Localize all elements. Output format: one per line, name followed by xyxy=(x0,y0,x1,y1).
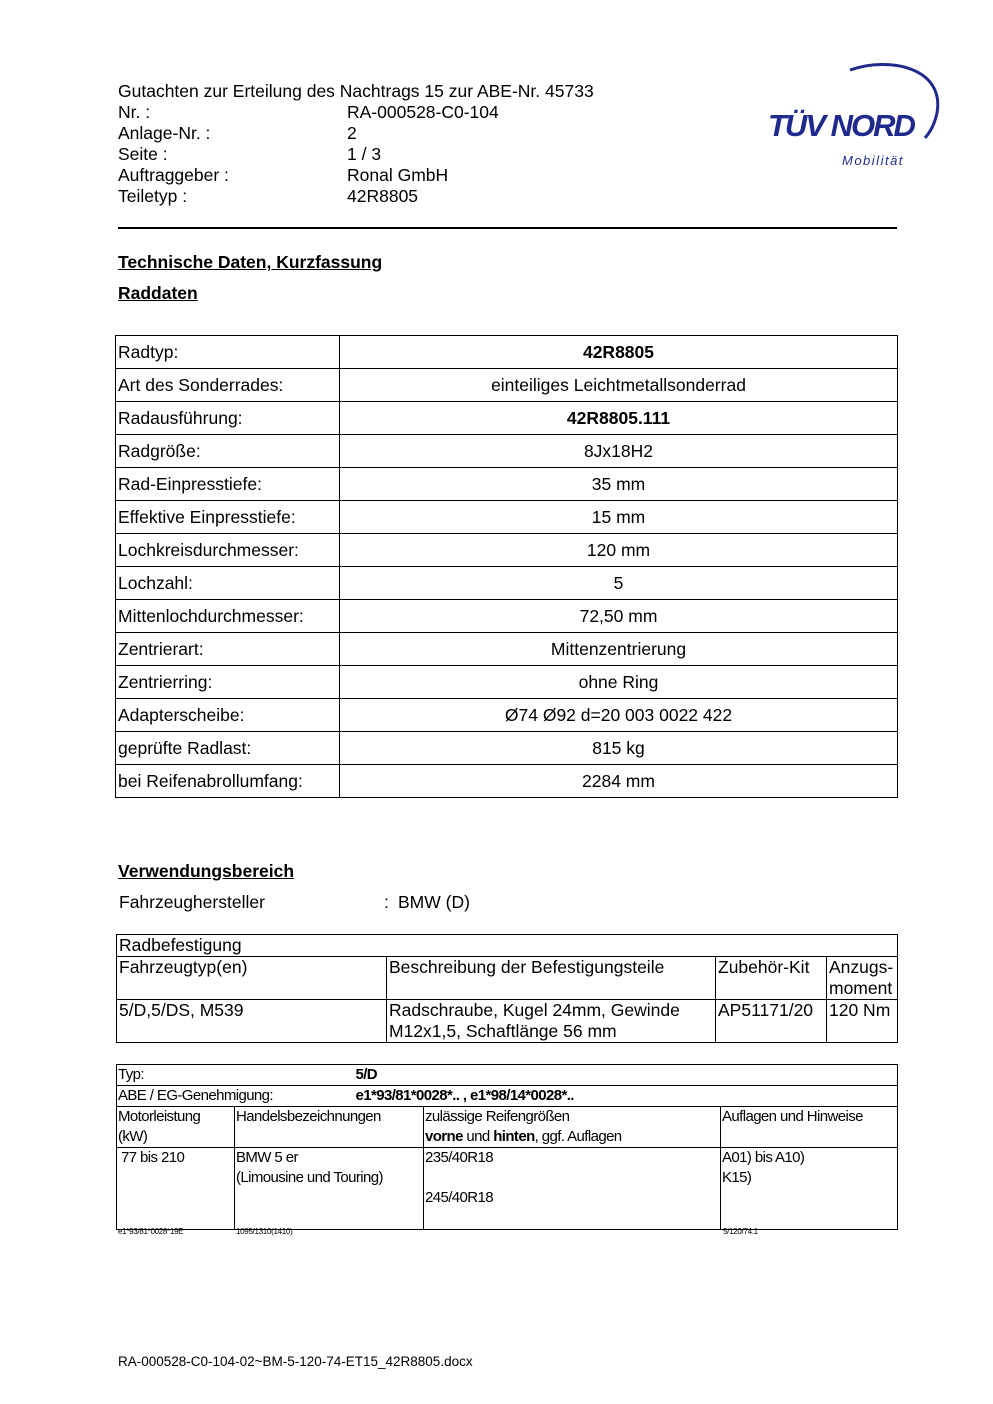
raddaten-value: 8Jx18H2 xyxy=(340,435,898,468)
cell-beschreibung: Radschraube, Kugel 24mm, Gewinde M12x1,5, Schaftlänge 56 mm xyxy=(387,1000,716,1043)
radbefestigung-table xyxy=(116,934,898,1043)
raddaten-row xyxy=(116,699,898,732)
header-zubehoer-kit: Zubehör-Kit xyxy=(716,957,827,1000)
raddaten-key: Radgröße: xyxy=(116,435,340,468)
header-field-value: RA-000528-C0-104 xyxy=(347,102,499,122)
raddaten-key: Radtyp: xyxy=(116,336,340,369)
cell-zubehoer-kit: AP51171/20 xyxy=(716,1000,827,1043)
header-field-key: Nr. : xyxy=(118,102,151,122)
raddaten-key: geprüfte Radlast: xyxy=(116,732,340,765)
header-field-value: 2 xyxy=(347,123,357,143)
raddaten-row xyxy=(116,633,898,666)
header-field-key: Anlage-Nr. : xyxy=(118,123,211,143)
raddaten-value: Ø74 Ø92 d=20 003 0022 422 xyxy=(340,699,898,732)
raddaten-key: Art des Sonderrades: xyxy=(116,369,340,402)
raddaten-value: 815 kg xyxy=(340,732,898,765)
cell-auflagen: A01) bis A10) K15) xyxy=(721,1148,898,1230)
header-handelsbezeichnungen: Handelsbezeichnungen xyxy=(235,1107,424,1148)
raddaten-key: Radausführung: xyxy=(116,402,340,435)
raddaten-key: bei Reifenabrollumfang: xyxy=(116,765,340,798)
logo-sub-text: Mobilität xyxy=(842,153,904,168)
raddaten-row xyxy=(116,666,898,699)
header-fahrzeugtyp: Fahrzeugtyp(en) xyxy=(117,957,387,1000)
typ-label: Typ: xyxy=(118,1066,144,1083)
raddaten-key: Zentrierart: xyxy=(116,633,340,666)
raddaten-value: 72,50 mm xyxy=(340,600,898,633)
raddaten-row xyxy=(116,600,898,633)
raddaten-value: 42R8805.111 xyxy=(340,402,898,435)
raddaten-row xyxy=(116,468,898,501)
header-reifengroessen: zulässige Reifengrößen vorne und hinten, ggf. Auflagen xyxy=(424,1107,721,1148)
abe-label: ABE / EG-Genehmigung: xyxy=(118,1087,273,1104)
section-verwendungsbereich: Verwendungsbereich xyxy=(118,861,295,881)
raddaten-key: Lochkreisdurchmesser: xyxy=(116,534,340,567)
cell-fahrzeugtyp: 5/D,5/DS, M539 xyxy=(117,1000,387,1043)
raddaten-value: 5 xyxy=(340,567,898,600)
abe-row xyxy=(117,1086,898,1107)
note-genehmigung: e1*93/81*0028*19E xyxy=(118,1227,184,1236)
typ-value: 5/D xyxy=(355,1066,378,1083)
header-field-key: Teiletyp : xyxy=(118,186,188,206)
raddaten-value: 35 mm xyxy=(340,468,898,501)
raddaten-value: 120 mm xyxy=(340,534,898,567)
header-divider xyxy=(118,227,897,229)
header-beschreibung: Beschreibung der Befestigungsteile xyxy=(387,957,716,1000)
raddaten-table xyxy=(115,335,898,798)
raddaten-key: Adapterscheibe: xyxy=(116,699,340,732)
raddaten-row xyxy=(116,567,898,600)
raddaten-row xyxy=(116,435,898,468)
raddaten-row xyxy=(116,501,898,534)
raddaten-value: einteiliges Leichtmetallsonderrad xyxy=(340,369,898,402)
abe-value: e1*93/81*0028*.. , e1*98/14*0028*.. xyxy=(355,1087,574,1104)
header-field-value: 42R8805 xyxy=(347,186,419,206)
cell-motorleistung: 77 bis 210 xyxy=(117,1148,235,1230)
header-field-key: Auftraggeber : xyxy=(118,165,229,185)
raddaten-value: ohne Ring xyxy=(340,666,898,699)
header-auflagen: Auflagen und Hinweise xyxy=(721,1107,898,1148)
cell-reifengroessen: 235/40R18 245/40R18 xyxy=(424,1148,721,1230)
logo-brand-text: TÜV NORD xyxy=(768,108,914,143)
fahrzeughersteller-label: Fahrzeughersteller xyxy=(119,892,265,912)
header-motorleistung: Motorleistung (kW) xyxy=(117,1107,235,1148)
raddaten-row xyxy=(116,534,898,567)
header-anzugsmoment: Anzugs- moment xyxy=(827,957,898,1000)
raddaten-key: Effektive Einpresstiefe: xyxy=(116,501,340,534)
section-technische-daten: Technische Daten, Kurzfassung xyxy=(118,252,383,272)
raddaten-key: Zentrierring: xyxy=(116,666,340,699)
raddaten-row xyxy=(116,336,898,369)
fahrzeughersteller-separator: : xyxy=(384,892,389,912)
raddaten-key: Lochzahl: xyxy=(116,567,340,600)
raddaten-key: Rad-Einpresstiefe: xyxy=(116,468,340,501)
typ-table xyxy=(116,1064,898,1230)
raddaten-value: 42R8805 xyxy=(340,336,898,369)
section-raddaten: Raddaten xyxy=(118,283,198,303)
raddaten-key: Mittenlochdurchmesser: xyxy=(116,600,340,633)
raddaten-value: 15 mm xyxy=(340,501,898,534)
raddaten-value: 2284 mm xyxy=(340,765,898,798)
cell-handelsbezeichnung: BMW 5 er (Limousine und Touring) xyxy=(235,1148,424,1230)
fahrzeughersteller-value: BMW (D) xyxy=(398,892,470,912)
raddaten-row xyxy=(116,765,898,798)
typ-row xyxy=(117,1065,898,1086)
raddaten-value: Mittenzentrierung xyxy=(340,633,898,666)
header-field-value: Ronal GmbH xyxy=(347,165,449,185)
document-title: Gutachten zur Erteilung des Nachtrags 15 zur ABE-Nr. 45733 xyxy=(118,81,594,101)
tuv-nord-logo xyxy=(760,58,940,173)
header-field-value: 1 / 3 xyxy=(347,144,382,164)
raddaten-row xyxy=(116,732,898,765)
note-radlast: 1095/1310(1410) xyxy=(236,1227,293,1236)
raddaten-row xyxy=(116,402,898,435)
note-lochkreis: 5/120/74.1 xyxy=(723,1227,758,1236)
cell-anzugsmoment: 120 Nm xyxy=(827,1000,898,1043)
header-field-key: Seite : xyxy=(118,144,168,164)
footer-filename: RA-000528-C0-104-02~BM-5-120-74-ET15_42R8805.docx xyxy=(118,1354,473,1369)
raddaten-row xyxy=(116,369,898,402)
radbefestigung-title: Radbefestigung xyxy=(117,935,898,957)
